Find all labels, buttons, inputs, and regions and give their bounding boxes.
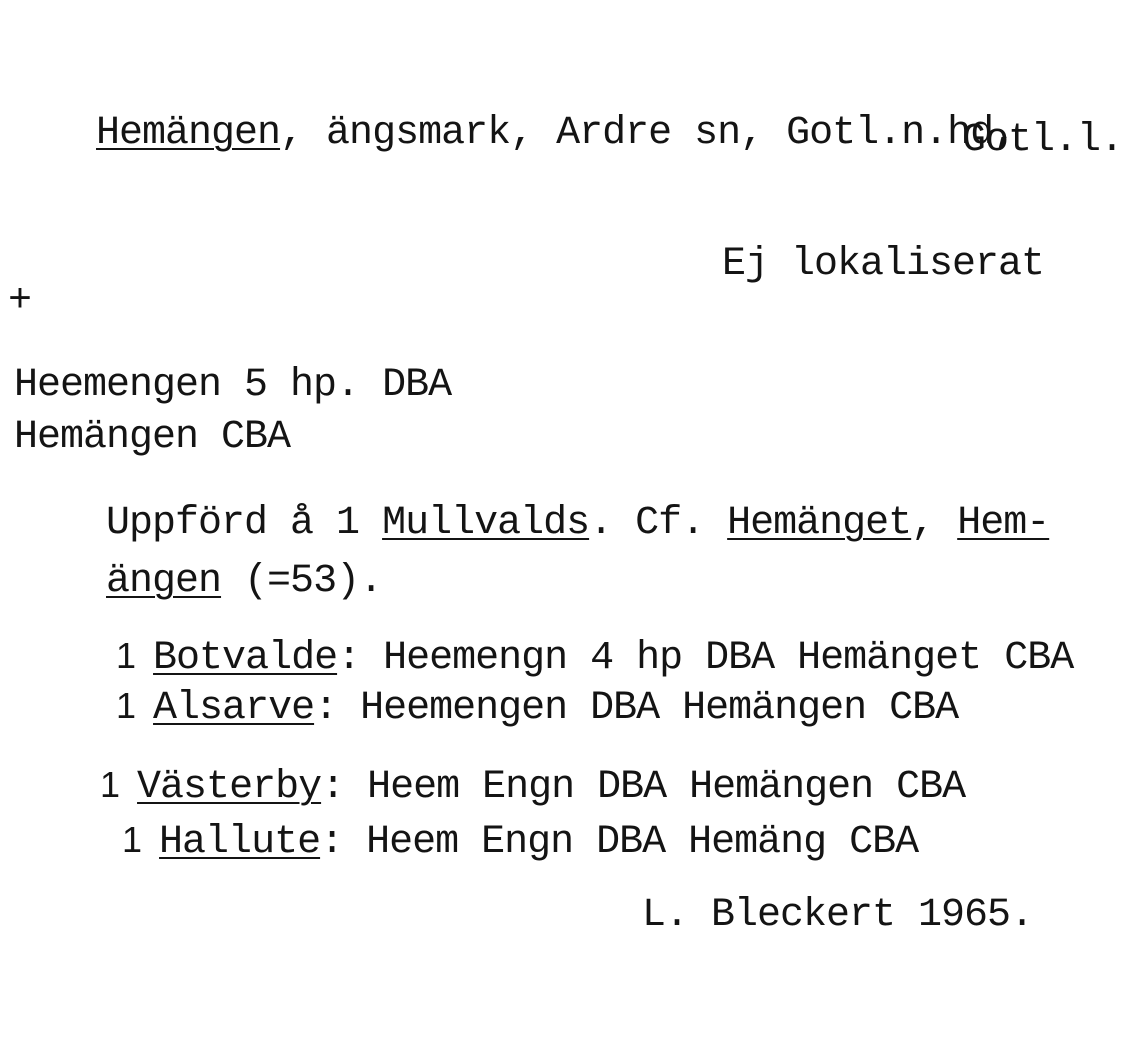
form-line-1: Heemengen 5 hp. DBA	[14, 363, 452, 408]
entry-number: 1	[116, 685, 136, 726]
header-description: , ängsmark, Ardre sn, Gotl.n.hd,	[280, 111, 1017, 156]
entry-place: Hallute	[159, 820, 321, 865]
entry-hallute	[30, 782, 918, 903]
link-hemangen-part1: Hem-	[957, 501, 1050, 546]
entry-text: : Heemengn 4 hp DBA Hemänget CBA	[337, 636, 1074, 681]
plus-mark: +	[8, 279, 32, 324]
link-mullvalds: Mullvalds	[382, 501, 590, 546]
form-line-3-sep: ,	[911, 501, 958, 546]
entry-number: 1	[100, 764, 120, 805]
entry-place: Botvalde	[153, 636, 338, 681]
form-line-3-mid: . Cf.	[589, 501, 728, 546]
link-hemanget: Hemänget	[727, 501, 912, 546]
entry-text: : Heemengen DBA Hemängen CBA	[314, 686, 959, 731]
entry-place: Alsarve	[153, 686, 315, 731]
headword: Hemängen	[96, 111, 281, 156]
header-county: Gotl.l.	[962, 118, 1124, 163]
form-line-3-prefix: Uppförd å 1	[106, 501, 383, 546]
entry-number: 1	[122, 819, 142, 860]
form-line-4-suffix: (=53).	[221, 559, 383, 604]
header-line	[4, 74, 1016, 194]
entry-number: 1	[116, 635, 136, 676]
form-line-2: Hemängen CBA	[14, 415, 291, 460]
entry-text: : Heem Engn DBA Hemäng CBA	[320, 820, 919, 865]
signature: L. Bleckert 1965.	[642, 893, 1034, 938]
status-text: Ej lokaliserat	[722, 242, 1045, 287]
link-hemangen-part2: ängen	[106, 559, 222, 604]
entry-text: : Heem Engn DBA Hemängen CBA	[321, 765, 966, 810]
entry-place: Västerby	[137, 765, 322, 810]
